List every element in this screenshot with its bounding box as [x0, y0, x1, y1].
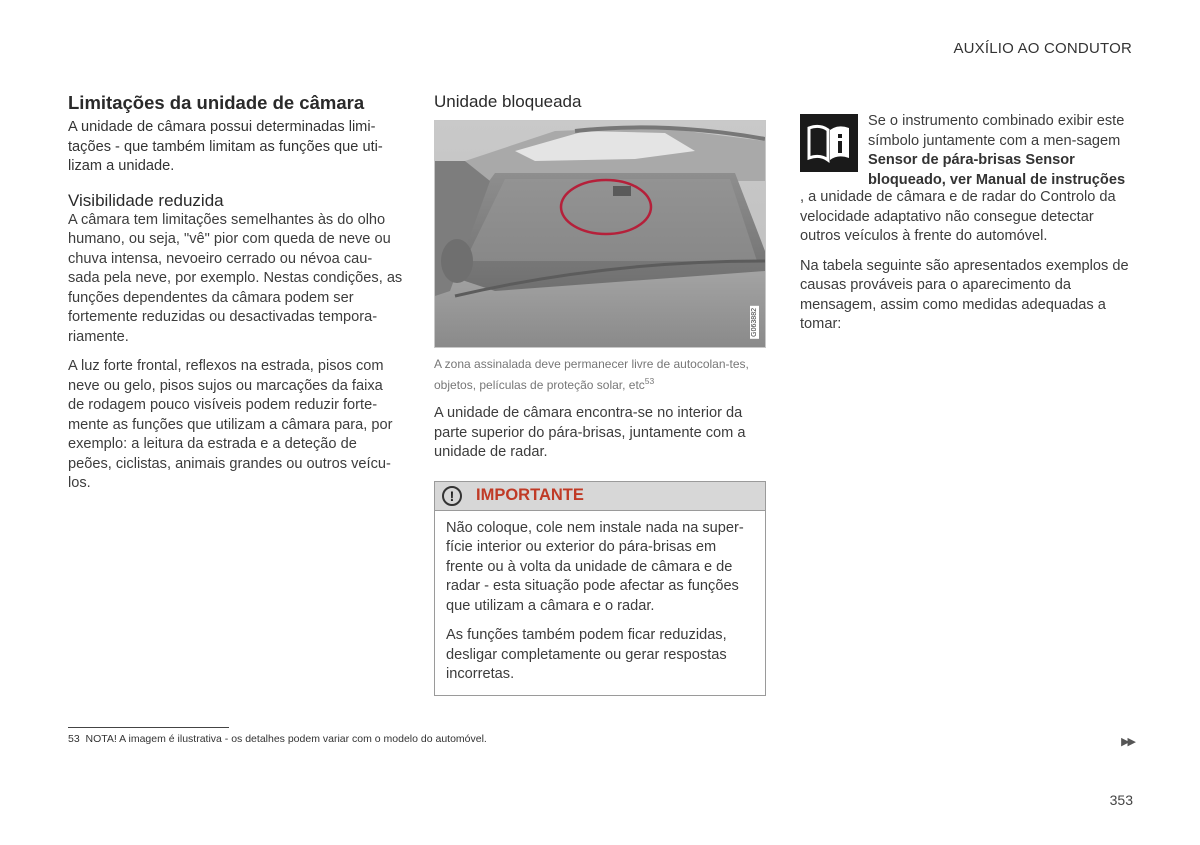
important-body	[435, 511, 765, 695]
conditions-paragraph: A luz forte frontal, reflexos na estrada, pisos com neve ou gelo, pisos sujos ou marcações da faixa de rodagem pouco visíveis podem reduzir forte-mente as funções que utilizam a câmara para, por exemplo: a leitura da estrada e a deteção de peões, ciclistas, animais grandes ou outros veícu-los.	[68, 358, 393, 491]
car-windshield-image	[435, 121, 765, 347]
page-number: 353	[1109, 792, 1133, 808]
windshield-illustration	[434, 120, 766, 348]
intro-paragraph: A unidade de câmara possui determinadas limi-tações - que também limitam as funções que uti-lizam a unidade.	[68, 119, 383, 174]
image-code: G063882	[751, 308, 758, 337]
table-intro-paragraph: Na tabela seguinte são apresentados exemplos de causas prováveis para o aparecimento da mensagem, assim como medidas adequadas a tomar:	[800, 257, 1129, 332]
warning-message-block	[800, 112, 1132, 190]
important-box	[434, 481, 766, 696]
important-paragraph-2: As funções também podem ficar reduzidas, desligar completamente ou gerar respostas incorretas.	[446, 627, 727, 682]
continue-arrows-icon: ▶▶	[1121, 736, 1134, 748]
footnote-ref: 53	[644, 376, 655, 386]
section-title: Limitações da unidade de câmara	[68, 92, 365, 113]
middle-column	[434, 92, 766, 696]
message-intro: Se o instrumento combinado exibir este símbolo juntamente com a men-sagem Sensor de pára-brisas Sensor bloqueado, ver Manual de instruções	[868, 113, 1126, 188]
footnote-divider	[68, 727, 229, 728]
message-consequence: , a unidade de câmara e de radar do Controlo da velocidade adaptativo não consegue detectar outros veículos à frente do automóvel.	[800, 189, 1116, 244]
subsection-title: Visibilidade reduzida	[68, 190, 224, 210]
exclamation-icon: !	[442, 486, 462, 506]
footnote: 53 NOTA! A imagem é ilustrativa - os detalhes podem variar com o modelo do automóvel.	[68, 733, 487, 745]
subsection-title-blocked: Unidade bloqueada	[434, 92, 582, 111]
manual-book-icon	[800, 114, 858, 172]
left-column	[68, 92, 403, 494]
visibility-paragraph: A câmara tem limitações semelhantes às do olho humano, ou seja, "vê" pior com queda de neve ou chuva intensa, nevoeiro cerrado ou névoa cau-sada pela neve, por exemplo. Nestas condições, as funções dependentes da câmara podem ser fortemente reduzidas ou desactivadas tempora-riamente.	[68, 211, 403, 345]
important-header	[435, 482, 765, 511]
figure-caption: A zona assinalada deve permanecer livre de autocolan-tes, objetos, películas de proteção solar, etc$^{53}$	[434, 357, 749, 392]
important-title: IMPORTANTE	[476, 486, 584, 504]
right-column	[800, 112, 1132, 335]
message-text: Sensor de pára-brisas Sensor bloqueado, ver Manual de instruções	[868, 152, 1126, 188]
camera-location-paragraph: A unidade de câmara encontra-se no interior da parte superior do pára-brisas, juntamente com a unidade de radar.	[434, 405, 746, 460]
section-header: AUXÍLIO AO CONDUTOR	[953, 40, 1132, 57]
important-paragraph-1: Não coloque, cole nem instale nada na super-fície interior ou exterior do pára-brisas em frente ou à volta da unidade de câmara e de radar - esta situação pode afectar as funções que utilizam a câmara e o radar.	[446, 519, 744, 614]
